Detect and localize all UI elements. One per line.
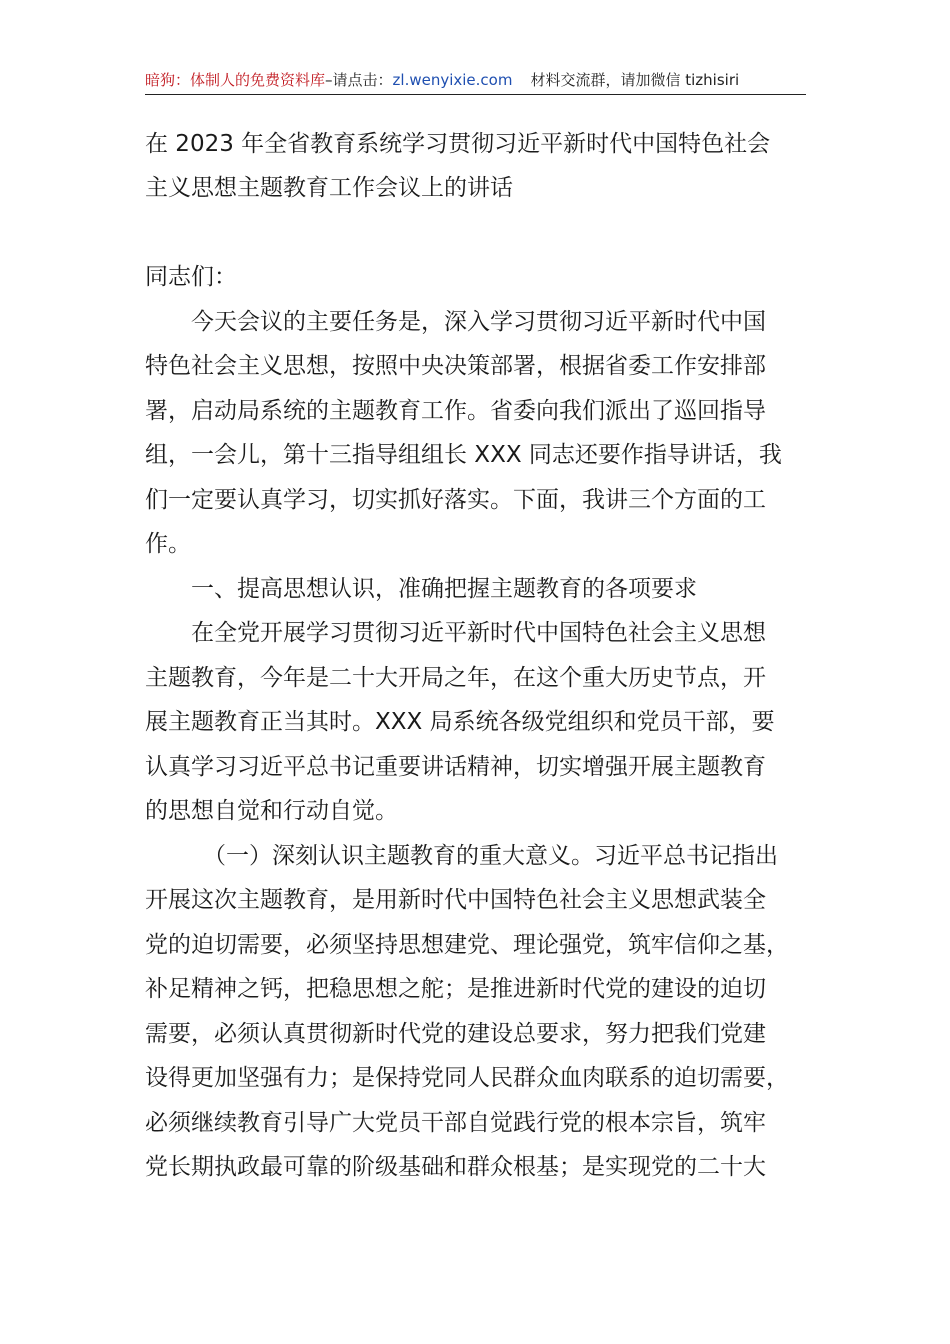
header-wechat: 材料交流群，请加微信 tizhisiri bbox=[530, 71, 740, 89]
paragraph-line: 展主题教育正当其时。XXX 局系统各级党组织和党员干部，要 bbox=[145, 709, 775, 735]
header-click-prompt: –请点击： bbox=[325, 71, 393, 89]
paragraph-line: 特色社会主义思想，按照中央决策部署，根据省委工作安排部 bbox=[145, 353, 766, 379]
paragraph-line: 作。 bbox=[145, 531, 191, 557]
paragraph-line: 今天会议的主要任务是，深入学习贯彻习近平新时代中国 bbox=[191, 308, 766, 335]
section-heading: 一、提高思想认识，准确把握主题教育的各项要求 bbox=[191, 575, 697, 602]
page-header bbox=[145, 66, 806, 95]
title-line-1: 在 2023 年全省教育系统学习贯彻习近平新时代中国特色社会 bbox=[145, 131, 771, 157]
subsection-line: （一）深刻认识主题教育的重大意义。习近平总书记指出 bbox=[203, 842, 778, 869]
paragraph-line: 补足精神之钙，把稳思想之舵；是推进新时代党的建设的迫切 bbox=[145, 976, 766, 1002]
paragraph-line: 在全党开展学习贯彻习近平新时代中国特色社会主义思想 bbox=[191, 620, 766, 646]
paragraph-line: 党的迫切需要，必须坚持思想建党、理论强党，筑牢信仰之基， bbox=[145, 931, 789, 958]
salutation: 同志们： bbox=[145, 264, 237, 290]
header-link[interactable]: zl.wenyixie.com bbox=[392, 71, 513, 89]
paragraph-line: 设得更加坚强有力；是保持党同人民群众血肉联系的迫切需要， bbox=[145, 1065, 789, 1091]
header-brand: 暗狗：体制人的免费资料库 bbox=[145, 71, 326, 89]
paragraph-line: 们一定要认真学习，切实抓好落实。下面，我讲三个方面的工 bbox=[145, 486, 766, 513]
paragraph-line: 党长期执政最可靠的阶级基础和群众根基；是实现党的二十大 bbox=[145, 1154, 766, 1180]
paragraph-line: 需要，必须认真贯彻新时代党的建设总要求，努力把我们党建 bbox=[145, 1020, 766, 1047]
document-body bbox=[145, 255, 815, 1190]
paragraph-line: 的思想自觉和行动自觉。 bbox=[145, 798, 398, 824]
paragraph-line: 署，启动局系统的主题教育工作。省委向我们派出了巡回指导 bbox=[145, 397, 766, 424]
paragraph-line: 主题教育，今年是二十大开局之年，在这个重大历史节点，开 bbox=[145, 664, 766, 691]
paragraph-line: 必须继续教育引导广大党员干部自觉践行党的根本宗旨，筑牢 bbox=[145, 1109, 766, 1136]
paragraph-line: 开展这次主题教育，是用新时代中国特色社会主义思想武装全 bbox=[145, 887, 766, 913]
document-title bbox=[145, 122, 815, 210]
title-line-2: 主义思想主题教育工作会议上的讲话 bbox=[145, 175, 513, 201]
paragraph-line: 认真学习习近平总书记重要讲话精神，切实增强开展主题教育 bbox=[145, 753, 766, 780]
paragraph-line: 组，一会儿，第十三指导组组长 XXX 同志还要作指导讲话，我 bbox=[145, 442, 782, 468]
